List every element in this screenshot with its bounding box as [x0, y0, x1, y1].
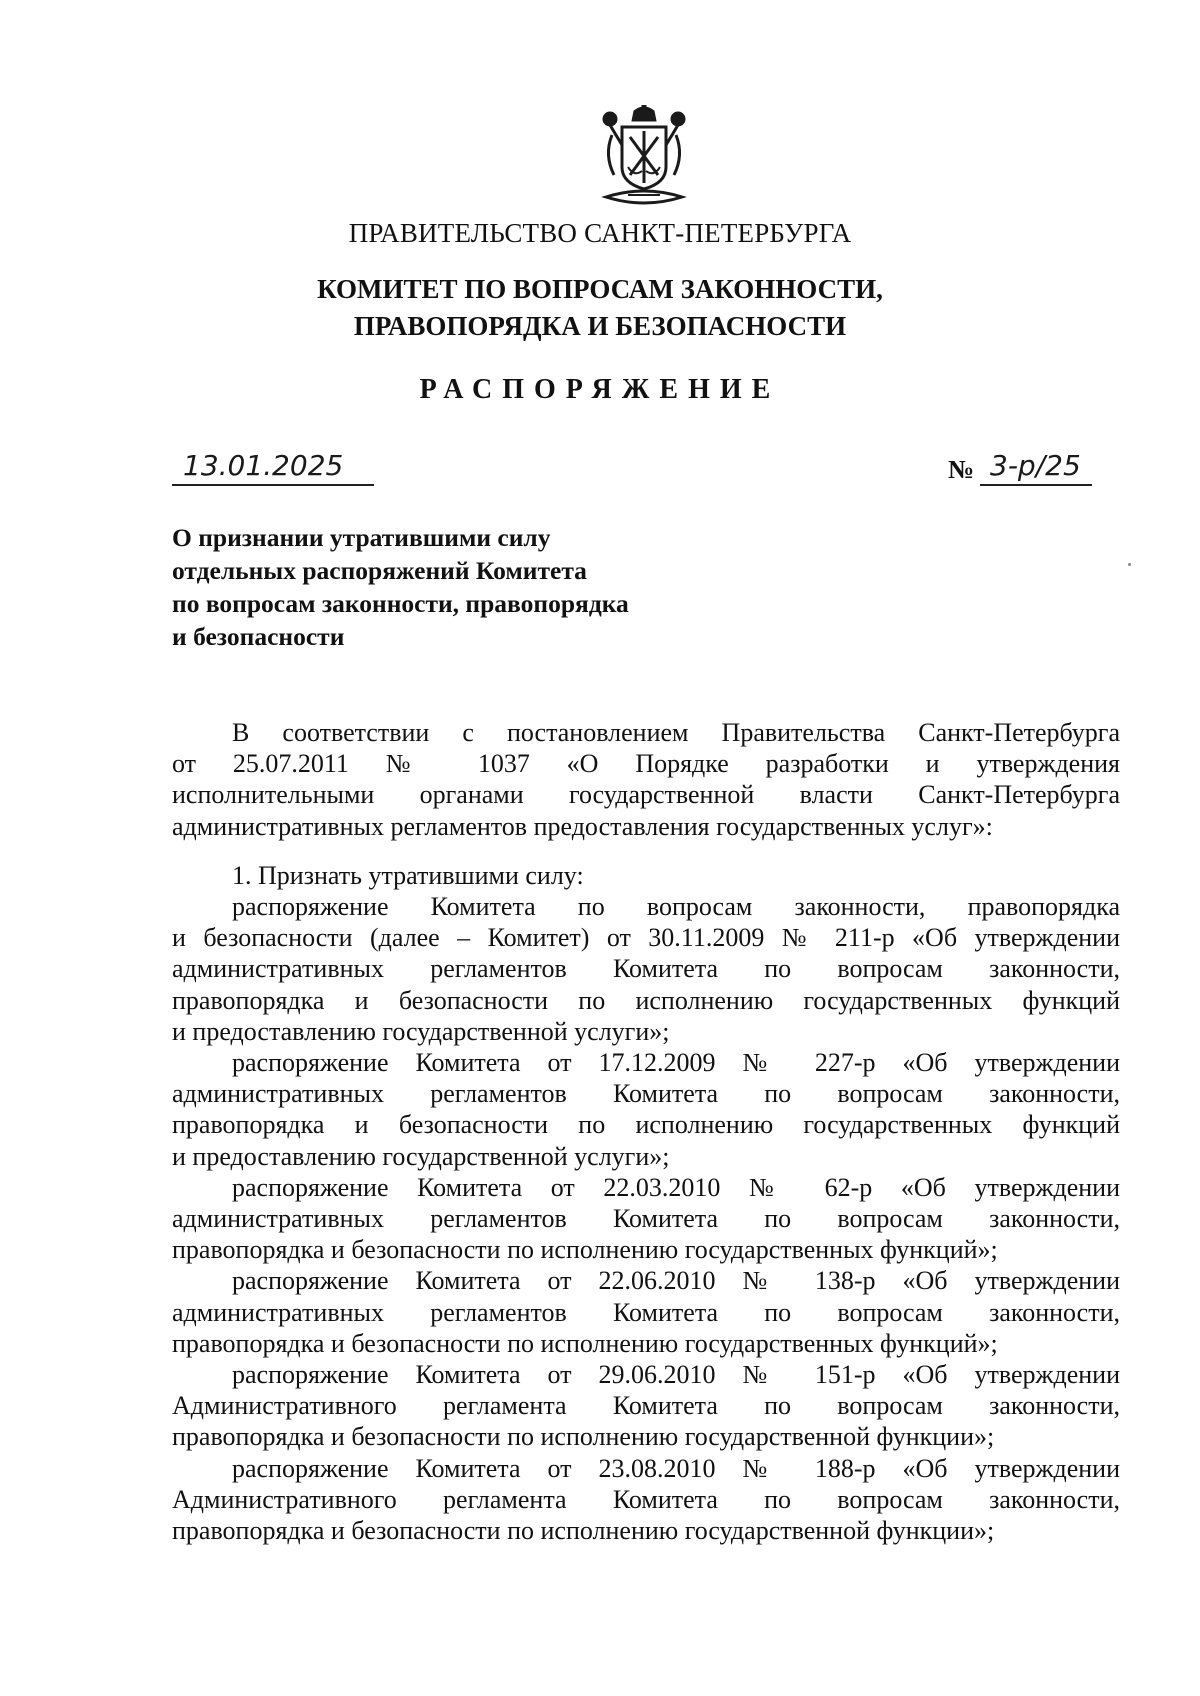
government-name: ПРАВИТЕЛЬСТВО САНКТ-ПЕТЕРБУРГА	[348, 218, 852, 248]
subject-line: и безопасности	[172, 622, 345, 651]
repealed-order-line: Административного регламента Комитета по вопросам законности,	[172, 1484, 1120, 1514]
document-body	[172, 717, 1120, 1546]
repealed-order-line: и предоставлению государственной услуги»;	[172, 1141, 670, 1171]
repealed-order-line: административных регламентов Комитета по вопросам законности,	[172, 1204, 1120, 1234]
repealed-order-line: распоряжение Комитета от 22.03.2010 № 62-р «Об утверждении	[232, 1172, 1120, 1202]
repealed-order-line: правопорядка и безопасности по исполнению государственной функции»;	[172, 1516, 995, 1546]
repealed-order-line: Административного регламента Комитета по вопросам законности,	[172, 1391, 1120, 1421]
repealed-order-line: распоряжение Комитета от 23.08.2010 № 188-р «Об утверждении	[232, 1453, 1120, 1483]
preamble-line: от 25.07.2011 № 1037 «О Порядке разработки и утверждения	[172, 749, 1120, 779]
repealed-order-line: административных регламентов Комитета по вопросам законности,	[172, 1297, 1120, 1327]
committee-name-line2: ПРАВОПОРЯДКА И БЕЗОПАСНОСТИ	[353, 311, 847, 341]
preamble-line: исполнительными органами государственной власти Санкт-Петербурга	[172, 780, 1120, 810]
committee-name-line1: КОМИТЕТ ПО ВОПРОСАМ ЗАКОННОСТИ,	[317, 274, 883, 304]
repealed-order-line: административных регламентов Комитета по вопросам законности,	[172, 1079, 1120, 1109]
repealed-order-line: правопорядка и безопасности по исполнению государственных функций»;	[172, 1235, 998, 1265]
document-subject	[172, 521, 629, 653]
subject-line: по вопросам законности, правопорядка	[172, 589, 629, 618]
preamble-line: В соответствии с постановлением Правительства Санкт-Петербурга	[232, 718, 1120, 747]
repealed-order-line: распоряжение Комитета по вопросам законности, правопорядка	[232, 892, 1120, 922]
repealed-order-line: распоряжение Комитета от 29.06.2010 № 151-р «Об утверждении	[232, 1360, 1120, 1390]
repealed-order-line: распоряжение Комитета от 22.06.2010 № 138-р «Об утверждении	[232, 1266, 1120, 1296]
repealed-order-line: правопорядка и безопасности по исполнению государственных функций»;	[172, 1328, 998, 1358]
repealed-order-line: правопорядка и безопасности по исполнению государственных функций	[172, 1110, 1120, 1140]
item-1-title: 1. Признать утратившими силу:	[232, 860, 584, 890]
document-number: 3-р/25	[990, 449, 1081, 482]
coat-of-arms-icon	[598, 105, 690, 211]
repealed-order-line: и предоставлению государственной услуги»;	[172, 1016, 670, 1046]
number-underline	[980, 484, 1092, 486]
repealed-order-line: распоряжение Комитета от 17.12.2009 № 227-р «Об утверждении	[232, 1048, 1120, 1078]
date-underline	[172, 484, 374, 486]
subject-line: отдельных распоряжений Комитета	[172, 556, 587, 585]
document-type-title: РАСПОРЯЖЕНИЕ	[419, 374, 781, 405]
repealed-order-line: и безопасности (далее – Комитет) от 30.11.2009 № 211-р «Об утверждении	[172, 923, 1120, 953]
repealed-order-line: правопорядка и безопасности по исполнению государственной функции»;	[172, 1422, 995, 1452]
document-date: 13.01.2025	[183, 449, 344, 482]
repealed-order-line: административных регламентов Комитета по вопросам законности,	[172, 954, 1120, 984]
scan-speck	[1128, 563, 1131, 566]
subject-line: О признании утратившими силу	[172, 523, 551, 552]
number-sign: №	[948, 455, 975, 484]
preamble-line: административных регламентов предоставления государственных услуг»:	[172, 811, 993, 841]
repealed-order-line: правопорядка и безопасности по исполнению государственных функций	[172, 985, 1120, 1015]
